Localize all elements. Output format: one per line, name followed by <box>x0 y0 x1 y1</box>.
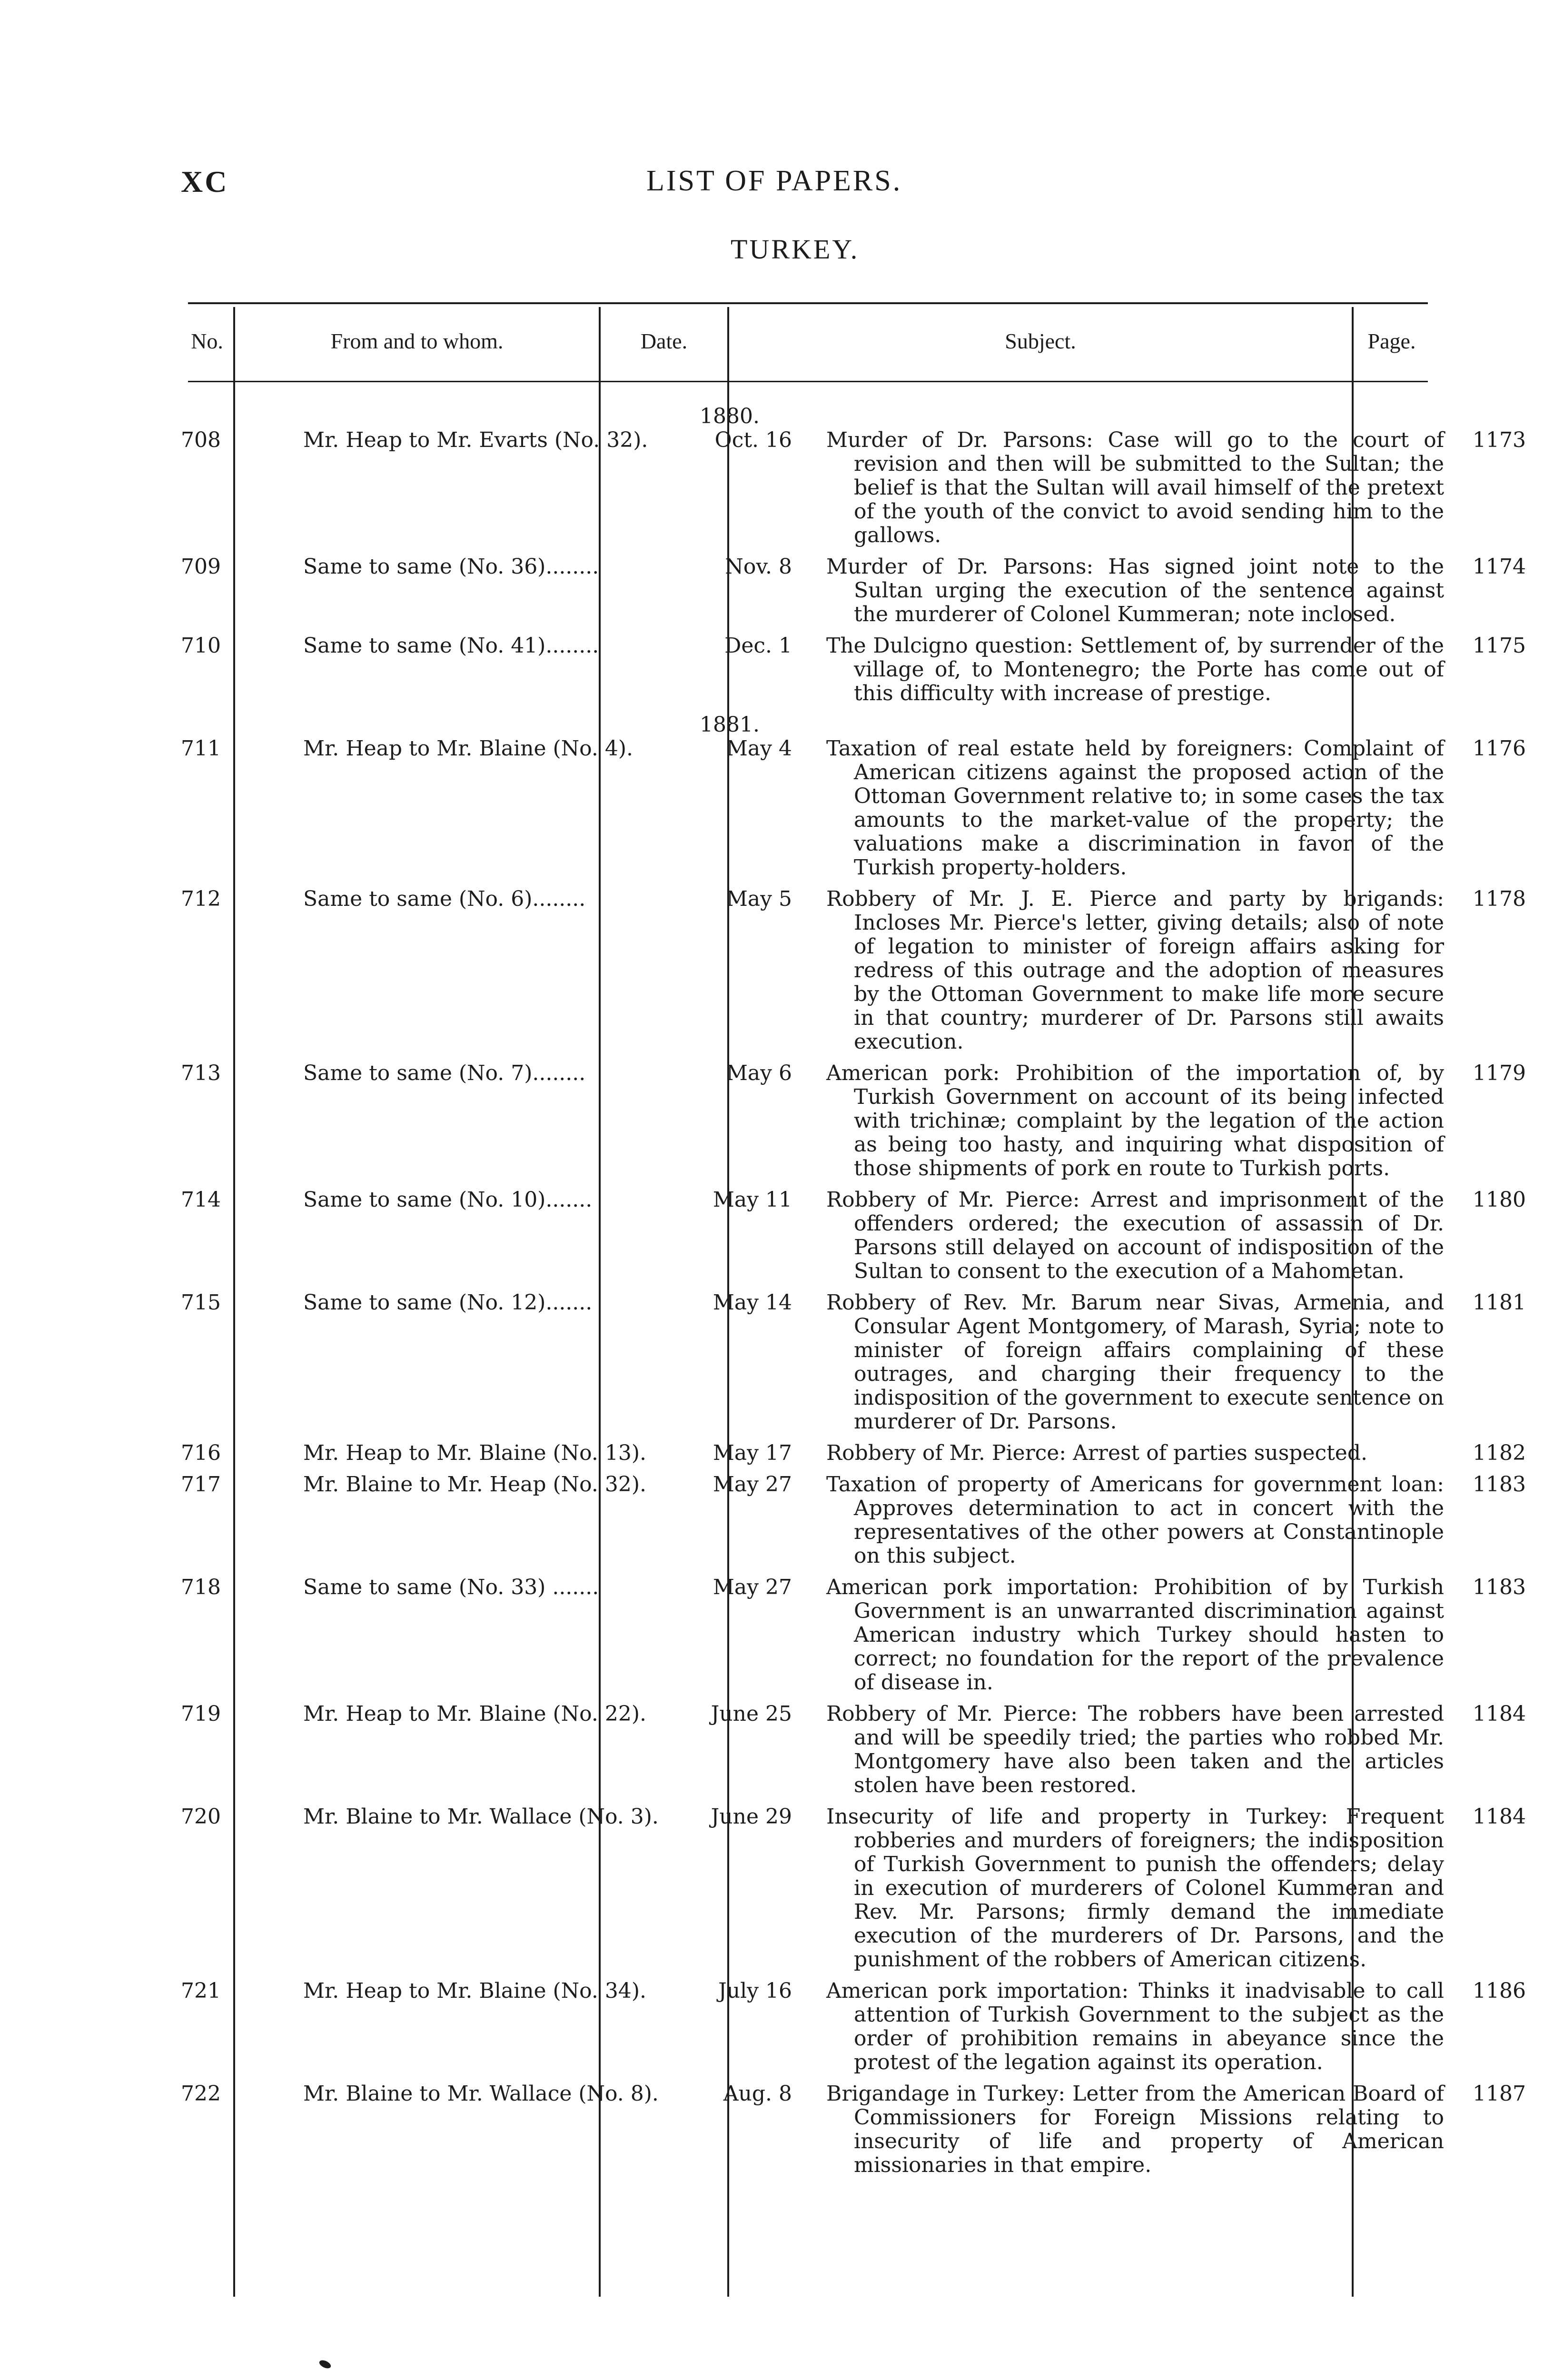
entry-number: 716 <box>181 1441 221 1465</box>
entry-subject: Brigandage in Turkey: Letter from the American Board of Commissioners for Foreign Missions relating to insecurity of life and property of American missionaries in that empire. <box>826 2082 1444 2177</box>
entry-page: 1181 <box>1473 1290 1526 1315</box>
entry-date: May 14 <box>713 1290 792 1315</box>
entry-correspondents: Same to same (No. 33) ....... <box>303 1575 599 1599</box>
entry-subject: Insecurity of life and property in Turkey: Frequent robberies and murders of foreigners; the indisposition of Turkish Government to punish the offenders; delay in execution of murderers of Colonel Kummeran and Rev. Mr. Parsons; firmly demand the immediate execution of the murderers of Dr. Parsons, and the punishment of the robbers of American citizens. <box>826 1805 1444 1972</box>
entry-date: May 17 <box>713 1441 792 1465</box>
entry-correspondents: Same to same (No. 7)........ <box>303 1061 586 1085</box>
entry-number: 711 <box>181 736 221 761</box>
entry-subject: Taxation of real estate held by foreigners: Complaint of American citizens against the proposed action of the Ottoman Government relative to; in some cases the tax amounts to the market-value of the property; the valuations make a discrimination in favor of the Turkish property-holders. <box>826 736 1444 880</box>
entry-subject: Murder of Dr. Parsons: Has signed joint note to the Sultan urging the execution of the sentence against the murderer of Colonel Kummeran; note inclosed. <box>826 555 1444 626</box>
table-row <box>181 405 1544 555</box>
column-header-from: From and to whom. <box>330 329 504 353</box>
table-row <box>181 2082 1544 2185</box>
header-bottom-rule <box>188 381 1428 382</box>
entry-page: 1173 <box>1473 428 1526 452</box>
entry-subject: Taxation of property of Americans for government loan: Approves determination to act in concert with the representatives of the other powers at Constantinople on this subject. <box>826 1472 1444 1568</box>
entry-page: 1182 <box>1473 1441 1526 1465</box>
entry-date: May 11 <box>713 1188 792 1212</box>
entry-page: 1178 <box>1473 887 1526 911</box>
section-title: TURKEY. <box>731 234 860 265</box>
table-row <box>181 713 1544 887</box>
entry-number: 719 <box>181 1702 221 1726</box>
entry-date: July 16 <box>718 1979 792 2003</box>
entry-page: 1187 <box>1473 2082 1526 2106</box>
entry-date: June 29 <box>711 1805 792 1829</box>
entry-date: Oct. 16 <box>714 428 792 452</box>
entry-correspondents: Mr. Blaine to Mr. Heap (No. 32). <box>303 1472 646 1497</box>
entry-number: 721 <box>181 1979 221 2003</box>
entry-number: 715 <box>181 1290 221 1315</box>
entry-year: 1880. <box>700 404 760 428</box>
entry-page: 1184 <box>1473 1805 1526 1829</box>
entry-subject: Robbery of Mr. Pierce: Arrest of parties suspected. <box>826 1441 1367 1465</box>
entry-date: Nov. 8 <box>725 555 792 579</box>
entry-correspondents: Mr. Heap to Mr. Evarts (No. 32). <box>303 428 648 452</box>
entry-number: 714 <box>181 1188 221 1212</box>
entry-subject: American pork: Prohibition of the importation of, by Turkish Government on account of its being infected with trichinæ; complaint by the legation of the action as being too hasty, and inquiring what disposition of those shipments of pork en route to Turkish ports. <box>826 1061 1444 1180</box>
papers-table <box>181 405 1544 2185</box>
entry-correspondents: Same to same (No. 36)........ <box>303 555 599 579</box>
entry-page: 1175 <box>1473 634 1526 658</box>
entry-correspondents: Same to same (No. 41)........ <box>303 634 599 658</box>
entry-correspondents: Same to same (No. 10)....... <box>303 1188 593 1212</box>
column-header-page: Page. <box>1367 329 1416 353</box>
entry-year: 1881. <box>700 713 760 737</box>
entry-subject: The Dulcigno question: Settlement of, by surrender of the village of, to Montenegro; the Porte has come out of this difficulty with increase of prestige. <box>826 634 1444 705</box>
entry-correspondents: Mr. Heap to Mr. Blaine (No. 34). <box>303 1979 646 2003</box>
entry-date: May 27 <box>713 1472 792 1497</box>
page-number: XC <box>181 165 229 198</box>
entry-date: May 4 <box>726 736 792 761</box>
entry-page: 1186 <box>1473 1979 1526 2003</box>
column-header-no: No. <box>191 329 223 353</box>
column-header-subject: Subject. <box>1005 329 1076 353</box>
table-row <box>181 1291 1544 1441</box>
entry-page: 1180 <box>1473 1188 1526 1212</box>
table-row <box>181 1576 1544 1702</box>
entry-correspondents: Mr. Heap to Mr. Blaine (No. 22). <box>303 1702 646 1726</box>
entry-date: Dec. 1 <box>724 634 792 658</box>
entry-subject: Murder of Dr. Parsons: Case will go to the court of revision and then will be submitted to the Sultan; the belief is that the Sultan will avail himself of the pretext of the youth of the convict to avoid sending him to the gallows. <box>826 428 1444 547</box>
entry-number: 722 <box>181 2082 221 2106</box>
table-row <box>181 1805 1544 1979</box>
ink-mark <box>318 2359 332 2370</box>
column-header-date: Date. <box>640 329 688 353</box>
entry-number: 712 <box>181 887 221 911</box>
entry-page: 1183 <box>1473 1472 1526 1497</box>
table-row <box>181 1441 1544 1473</box>
entry-correspondents: Mr. Heap to Mr. Blaine (No. 13). <box>303 1441 646 1465</box>
table-row <box>181 634 1544 713</box>
entry-number: 718 <box>181 1575 221 1599</box>
entry-page: 1184 <box>1473 1702 1526 1726</box>
entry-date: May 6 <box>726 1061 792 1085</box>
entry-correspondents: Same to same (No. 6)........ <box>303 887 586 911</box>
entry-number: 720 <box>181 1805 221 1829</box>
entry-subject: Robbery of Mr. Pierce: The robbers have been arrested and will be speedily tried; the parties who robbed Mr. Montgomery have also been taken and the articles stolen have been restored. <box>826 1702 1444 1797</box>
running-title: LIST OF PAPERS. <box>646 165 902 197</box>
entry-correspondents: Mr. Heap to Mr. Blaine (No. 4). <box>303 736 633 761</box>
table-row <box>181 1061 1544 1188</box>
entry-subject: Robbery of Mr. J. E. Pierce and party by brigands: Incloses Mr. Pierce's letter, giving details; also of note of legation to minister of foreign affairs asking for redress of this outrage and the adoption of measures by the Ottoman Government to make life more secure in that country; murderer of Dr. Parsons still awaits execution. <box>826 887 1444 1054</box>
entry-subject: Robbery of Rev. Mr. Barum near Sivas, Armenia, and Consular Agent Montgomery, of Marash, Syria; note to minister of foreign affairs complaining of these outrages, and charging their frequency to the indisposition of the government to execute sentence on murderer of Dr. Parsons. <box>826 1290 1444 1434</box>
table-row <box>181 1702 1544 1805</box>
entry-subject: Robbery of Mr. Pierce: Arrest and imprisonment of the offenders ordered; the execution of assassin of Dr. Parsons still delayed on account of indisposition of the Sultan to consent to the execution of a Mahometan. <box>826 1188 1444 1283</box>
entry-number: 709 <box>181 555 221 579</box>
table-top-rule <box>188 302 1428 304</box>
entry-number: 717 <box>181 1472 221 1497</box>
entry-number: 710 <box>181 634 221 658</box>
entry-subject: American pork importation: Thinks it inadvisable to call attention of Turkish Government to the subject as the order of prohibition remains in abeyance since the protest of the legation against its operation. <box>826 1979 1444 2074</box>
entry-page: 1174 <box>1473 555 1526 579</box>
table-row <box>181 555 1544 634</box>
entry-page: 1183 <box>1473 1575 1526 1599</box>
entry-date: May 27 <box>713 1575 792 1599</box>
table-row <box>181 1188 1544 1291</box>
table-row <box>181 887 1544 1061</box>
entry-page: 1179 <box>1473 1061 1526 1085</box>
table-row <box>181 1979 1544 2082</box>
entry-correspondents: Mr. Blaine to Mr. Wallace (No. 3). <box>303 1805 659 1829</box>
table-row <box>181 1473 1544 1576</box>
entry-subject: American pork importation: Prohibition of by Turkish Government is an unwarranted discrimination against American industry which Turkey should hasten to correct; no foundation for the report of the prevalence of disease in. <box>826 1575 1444 1695</box>
entry-correspondents: Mr. Blaine to Mr. Wallace (No. 8). <box>303 2082 659 2106</box>
entry-page: 1176 <box>1473 736 1526 761</box>
entry-number: 713 <box>181 1061 221 1085</box>
entry-date: Aug. 8 <box>723 2082 792 2106</box>
entry-number: 708 <box>181 428 221 452</box>
entry-date: May 5 <box>726 887 792 911</box>
entry-date: June 25 <box>711 1702 792 1726</box>
entry-correspondents: Same to same (No. 12)....... <box>303 1290 593 1315</box>
